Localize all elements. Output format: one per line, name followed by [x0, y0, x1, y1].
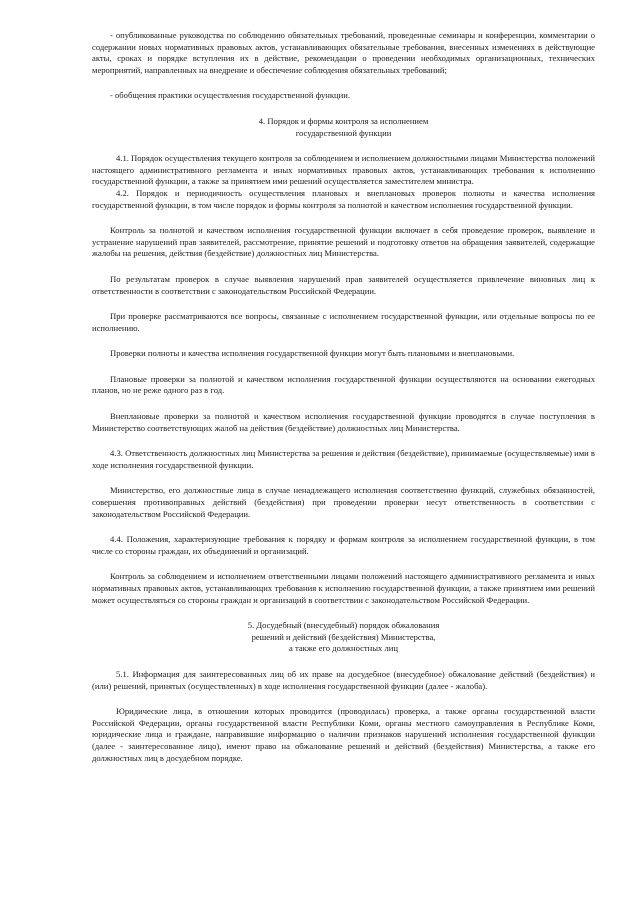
paragraph-4-2: 4.2. Порядок и периодичность осуществления плановых и внеплановых проверок полноты и качества исполнения государственной функции, в том числе порядок и формы контроля за полнотой и качеством исполнения государственной функции.: [92, 187, 595, 210]
paragraph-inspection-types: Проверки полноты и качества исполнения государственной функции могут быть плановыми и внеплановыми.: [110, 348, 515, 359]
paragraph-inspection-results: По результатам проверок в случае выявления нарушений прав заявителей осуществляется привлечение виновных лиц к ответственности в соответствии с законодательством Российской Федерации.: [92, 273, 595, 296]
section-4-heading: [92, 116, 595, 139]
paragraph-control-scope: Контроль за полнотой и качеством исполнения государственной функции включает в себя проведение проверок, выявление и устранение нарушений прав заявителей, рассмотрение, принятие решений и подготовку ответов на обращения заявителей, содержащие жалобы на решения, действия (бездействие) должностных лиц Министерства.: [92, 225, 595, 259]
section-5-heading-line1: 5. Досудебный (внесудебный) порядок обжалования: [247, 620, 440, 631]
paragraph-unplanned-inspections: Внеплановые проверки за полнотой и качеством исполнения государственной функции проводятся в случае поступления в Министерство соответствующих жалоб на действия (бездействие) должностных лиц Министерства.: [92, 411, 595, 433]
paragraph-4-1: 4.1. Порядок осуществления текущего контроля за соблюдением и исполнением должностными лицами Министерства положений настоящего административного регламента и иных нормативных правовых актов, устанавливающих требования к исполнению государственной функции, а также за принятием ими решений осуществляется заместителем министра.: [92, 153, 595, 187]
paragraph-inspection-questions: При проверке рассматриваются все вопросы, связанные с исполнением государственной функции, или отдельные вопросы по ее исполнению.: [92, 311, 595, 333]
paragraph-4-4: 4.4. Положения, характеризующие требования к порядку и формам контроля за исполнением государственной функции, в том числе со стороны граждан, их объединений и организаций.: [92, 534, 595, 556]
section-5-heading: [92, 620, 595, 655]
section-4-heading-line1: 4. Порядок и формы контроля за исполнением: [258, 115, 429, 126]
paragraph-5-1: 5.1. Информация для заинтересованных лиц об их праве на досудебное (внесудебное) обжалование действий (бездействия) и (или) решений, принятых (осуществленных) в ходе исполнения государственной функции (далее - жалоба).: [92, 668, 595, 691]
paragraph-ministry-liability: Министерство, его должностные лица в случае ненадлежащего исполнения соответственно функций, служебных обязанностей, совершения противоправных действий (бездействия) при проведении проверки несут ответственность в соответствии с законодательством Российской Федерации.: [92, 485, 595, 519]
section-4-heading-line2: государственной функции: [295, 127, 392, 138]
section-5-heading-line3: а также его должностных лиц: [289, 643, 398, 654]
paragraph-interested-parties: Юридические лица, в отношении которых проводится (проводилась) проверка, а также органы государственной власти Российской Федерации, органы государственной власти Республики Коми, органы местного самоуправления в Республике Коми, юридические лица и граждане, направившие информацию о наличии признаков нарушений исполнения государственной функции (далее - заинтересованное лицо), имеют право на обжалование решений и действий (бездействия) Министерства, а также его должностных лиц в досудебном порядке.: [92, 706, 595, 763]
section-5-heading-line2: решений и действий (бездействия) Министерства,: [251, 631, 436, 642]
paragraph-planned-inspections: Плановые проверки за полнотой и качеством исполнения государственной функции осуществляются на основании ежегодных планов, но не реже одного раз в год.: [92, 373, 595, 396]
paragraph-published-guidance: - опубликованные руководства по соблюдению обязательных требований, проведенные семинары и конференции, комментарии о содержании новых нормативных правовых актов, устанавливающих обязательные требования, внесенных изменениях в действующие акты, сроках и порядке вступления их в действие, рекомендации о проведении необходимых организационных, технических мероприятий, направленных на внедрение и обеспечение соблюдения обязательных требований;: [92, 30, 595, 75]
paragraph-public-control: Контроль за соблюдением и исполнением ответственными лицами положений настоящего административного регламента и иных нормативных правовых актов, устанавливающих требования к исполнению государственной функции, а также принятием ими решений может осуществляться со стороны граждан и организаций в соответствии с законодательством Российской Федерации.: [92, 571, 595, 605]
paragraph-practice-summary: - обобщения практики осуществления государственной функции.: [110, 90, 350, 101]
document-page: [92, 30, 595, 764]
paragraph-4-3: 4.3. Ответственность должностных лиц Министерства за решения и действия (бездействие), принимаемые (осуществляемые) ими в ходе исполнения государственной функции.: [92, 448, 595, 470]
